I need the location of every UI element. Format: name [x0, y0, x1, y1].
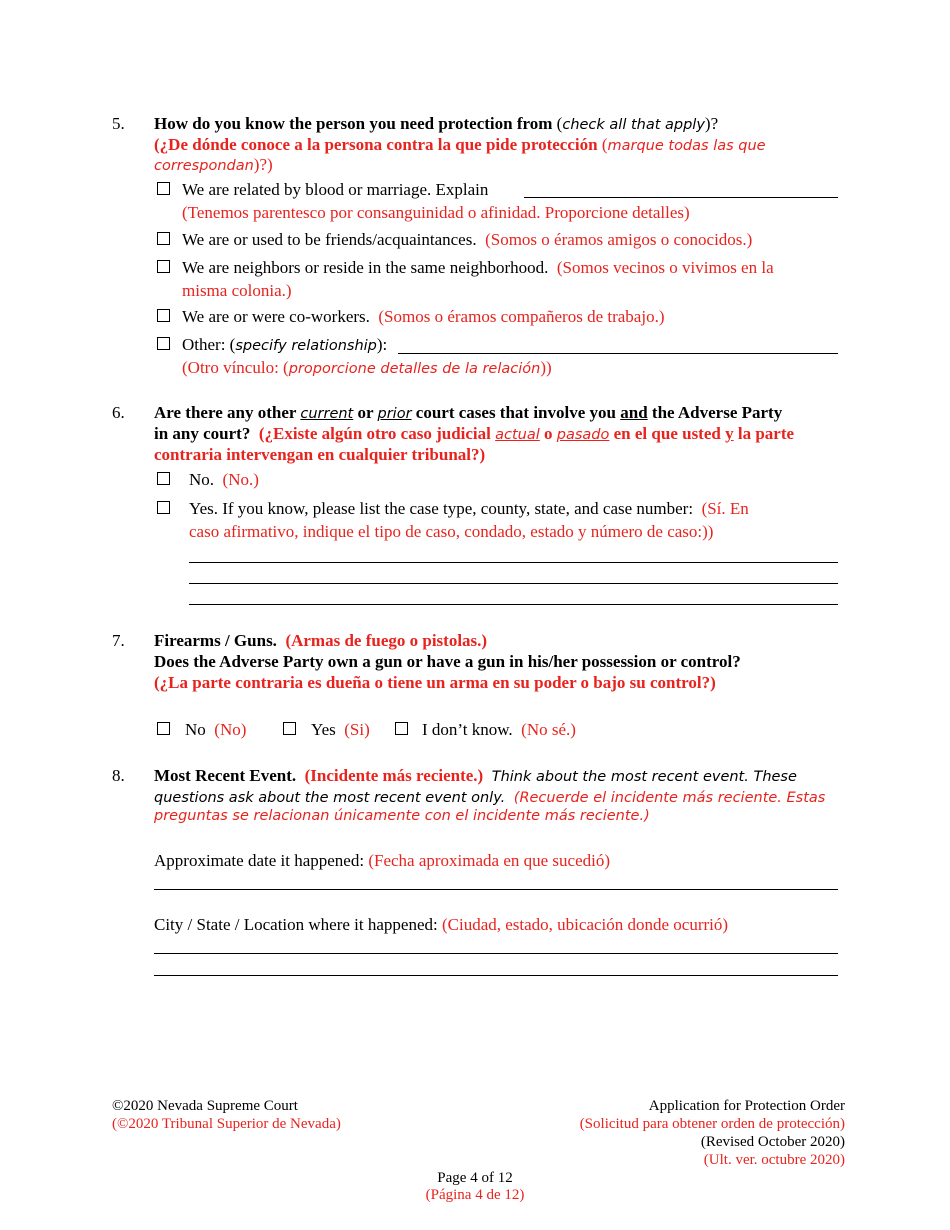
q8-hint-b: questions ask about the most recent event only. [154, 790, 506, 806]
q5-title-text: How do you know the person you need protection from [154, 114, 553, 133]
q5-other-text: Other: ( [182, 335, 236, 354]
q5-other-hint: specify relationship [235, 338, 377, 354]
q5-title-es-line2 [154, 155, 273, 175]
q6-es-c: la parte [733, 424, 795, 443]
q8-date-text-es: (Fecha aproximada en que sucedió) [368, 851, 611, 870]
q7-no-label [185, 720, 246, 740]
q8-hint-es-a: (Recuerde el incidente más reciente. Estas [513, 790, 826, 806]
q7-no-text: No [185, 720, 206, 739]
q6-yes-text-es-2: caso afirmativo, indique el tipo de caso, condado, estado y número de caso:)) [189, 522, 714, 541]
q6-cases-line-2[interactable] [189, 583, 838, 584]
q6-rest: court cases that involve you [411, 403, 621, 422]
q6-current: current [300, 406, 354, 422]
q5-other-text-end: ): [376, 335, 388, 354]
q5-title-es [154, 135, 766, 155]
q7-title [154, 631, 487, 651]
q6-no-text-es: (No.) [222, 470, 259, 489]
q6-t1: Are there any other [154, 403, 301, 422]
q5-related-label: We are related by blood or marriage. Explain [182, 180, 489, 199]
q5-neighbors-text-es: (Somos vecinos o vivimos en la [556, 258, 774, 277]
q5-paren: ( [552, 114, 563, 133]
q8-title-text: Most Recent Event. [154, 766, 297, 785]
q8-date-text: Approximate date it happened: [154, 851, 365, 870]
q5-es-paren: ( [597, 135, 608, 154]
q5-friends-text-es: (Somos o éramos amigos o conocidos.) [485, 230, 753, 249]
q5-coworkers-label [182, 307, 664, 327]
q7-number: 7. [112, 631, 125, 650]
footer-copyright: ©2020 Nevada Supreme Court [112, 1098, 298, 1114]
q5-title [154, 114, 718, 134]
q7-yes-checkbox[interactable] [283, 722, 296, 735]
q8-location-text-es: (Ciudad, estado, ubicación donde ocurrió) [441, 915, 729, 934]
q5-friends-label [182, 230, 752, 250]
q6-es-a: (¿Existe algún otro caso judicial [250, 424, 496, 443]
q5-es-hint-a: marque todas las que [607, 138, 766, 154]
q6-title [154, 403, 782, 423]
q8-title [154, 766, 797, 786]
q6-cases-line-1[interactable] [189, 562, 838, 563]
footer-page-number-es: (Página 4 de 12) [425, 1187, 525, 1203]
q6-no-text: No. [189, 470, 215, 489]
q8-hint-line2 [154, 787, 825, 807]
q8-hint-a: Think about the most recent event. These [491, 769, 797, 785]
q6-es-o: o [539, 424, 557, 443]
q5-title-es-text: (¿De dónde conoce a la persona contra la que pide protección [154, 135, 598, 154]
q5-coworkers-text: We are or were co-workers. [182, 307, 370, 326]
footer-revised-es: (Ult. ver. octubre 2020) [703, 1152, 845, 1168]
q7-unknown-label [422, 720, 576, 740]
q8-location-line-2[interactable] [154, 975, 838, 976]
q7-unknown-checkbox[interactable] [395, 722, 408, 735]
q7-unknown-text: I don’t know. [422, 720, 513, 739]
q5-es-close: )?) [253, 155, 273, 174]
q6-yes-text: Yes. If you know, please list the case type, county, state, and case number: [189, 499, 694, 518]
q5-other-checkbox[interactable] [157, 337, 170, 350]
q8-hint-es-b: preguntas se relacionan únicamente con el incidente más reciente.) [154, 808, 650, 824]
footer-revised: (Revised October 2020) [700, 1134, 845, 1150]
q6-yes-text-es: (Sí. En [701, 499, 749, 518]
footer-form-title: Application for Protection Order [648, 1098, 845, 1114]
q6-yes-label [189, 499, 749, 519]
footer-form-title-es: (Solicitud para obtener orden de protección) [579, 1116, 845, 1132]
q5-other-field[interactable] [398, 353, 838, 354]
q7-no-checkbox[interactable] [157, 722, 170, 735]
q6-t2: in any court? [154, 424, 251, 443]
q7-yes-text: Yes [311, 720, 336, 739]
q5-other-es-end: )) [540, 358, 552, 377]
q8-number: 8. [112, 766, 125, 785]
q6-and: and [620, 403, 648, 422]
q6-es-pasado: pasado [556, 427, 610, 443]
q5-other-label-es [182, 358, 552, 378]
q8-location-label [154, 915, 728, 935]
q7-yes-text-es: (Si) [344, 720, 370, 739]
q6-title-es-line3: contraria intervengan en cualquier tribunal?) [154, 445, 486, 464]
q7-question: Does the Adverse Party own a gun or have a gun in his/her possession or control? [154, 652, 741, 671]
q5-neighbors-text: We are neighbors or reside in the same neighborhood. [182, 258, 549, 277]
q6-number: 6. [112, 403, 125, 422]
q5-friends-text: We are or used to be friends/acquaintances. [182, 230, 477, 249]
q6-es-y: y [725, 424, 734, 443]
q5-other-es-text: (Otro vínculo: ( [182, 358, 289, 377]
q5-friends-checkbox[interactable] [157, 232, 170, 245]
q5-coworkers-text-es: (Somos o éramos compañeros de trabajo.) [378, 307, 665, 326]
q5-related-checkbox[interactable] [157, 182, 170, 195]
q8-location-text: City / State / Location where it happened: [154, 915, 438, 934]
q6-no-checkbox[interactable] [157, 472, 170, 485]
q5-other-es-hint: proporcione detalles de la relación [288, 361, 541, 377]
q7-no-text-es: (No) [214, 720, 247, 739]
q5-hint: check all that apply [562, 117, 705, 133]
q6-es-actual: actual [495, 427, 540, 443]
q6-or: or [353, 403, 378, 422]
q5-paren-close: )? [704, 114, 719, 133]
q5-neighbors-label [182, 258, 774, 278]
q5-related-explain-field[interactable] [524, 197, 838, 198]
q7-yes-label [311, 720, 370, 740]
q6-prior: prior [377, 406, 412, 422]
q5-related-label-es: (Tenemos parentesco por consanguinidad o afinidad. Proporcione detalles) [182, 203, 690, 222]
q5-es-hint-b: correspondan [154, 158, 254, 174]
q7-unknown-text-es: (No sé.) [521, 720, 576, 739]
q7-title-es: (Armas de fuego o pistolas.) [285, 631, 488, 650]
q5-neighbors-checkbox[interactable] [157, 260, 170, 273]
q6-end: the Adverse Party [647, 403, 783, 422]
q6-title-es [250, 424, 794, 443]
q5-neighbors-text-es-2: misma colonia.) [182, 281, 292, 300]
q6-cases-line-3[interactable] [189, 604, 838, 605]
footer-copyright-es: (©2020 Tribunal Superior de Nevada) [112, 1116, 341, 1132]
footer-page-number: Page 4 of 12 [437, 1170, 513, 1186]
q8-title-es: (Incidente más reciente.) [304, 766, 484, 785]
q7-question-es: (¿La parte contraria es dueña o tiene un arma en su poder o bajo su control?) [154, 673, 716, 692]
q5-number: 5. [112, 114, 125, 133]
q5-other-label [182, 335, 387, 355]
q5-coworkers-checkbox[interactable] [157, 309, 170, 322]
q6-title-line2 [154, 424, 794, 444]
q8-date-label [154, 851, 610, 871]
q6-no-label [189, 470, 259, 490]
q6-yes-checkbox[interactable] [157, 501, 170, 514]
q8-date-field[interactable] [154, 889, 838, 890]
q7-title-text: Firearms / Guns. [154, 631, 277, 650]
q8-location-line-1[interactable] [154, 953, 838, 954]
q6-es-b: en el que usted [609, 424, 726, 443]
